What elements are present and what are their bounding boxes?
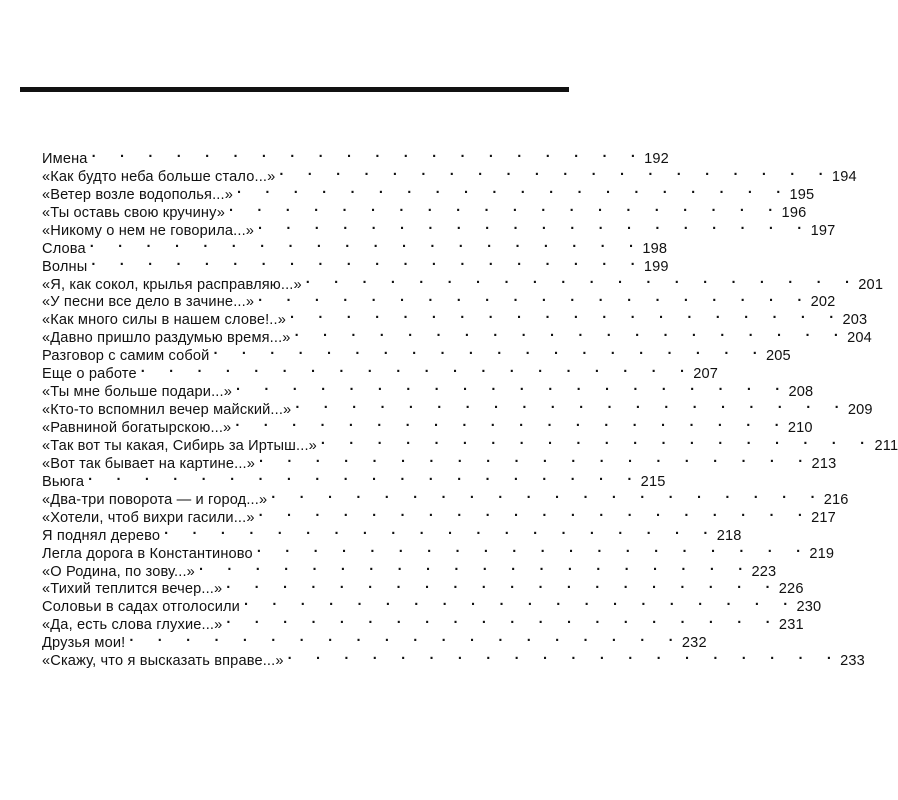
toc-entry-page-number: 202: [810, 294, 836, 311]
toc-entry-title: «Никому о нем не говорила...»: [42, 222, 255, 239]
toc-entry-page-number: 205: [765, 348, 791, 365]
toc-entry-title: Вьюга: [42, 473, 85, 490]
dot-leader: [91, 253, 634, 271]
toc-entry-title: «Хотели, чтоб вихри гасили...»: [42, 509, 255, 526]
toc-entry-title: «Ветер возле водополья...»: [42, 186, 233, 203]
dot-leader: [306, 271, 849, 289]
dot-leader: [199, 558, 742, 576]
toc-entry-title: «Вот так бывает на картине...»: [42, 455, 256, 472]
dot-leader: [226, 576, 769, 594]
toc-entry-page-number: 207: [693, 366, 719, 383]
toc-entry-title: «У песни все дело в зачине...»: [42, 294, 255, 311]
toc-entry-page-number: 230: [796, 599, 822, 616]
dot-leader: [295, 324, 838, 342]
dot-leader: [237, 181, 780, 199]
dot-leader: [236, 378, 779, 396]
toc-entry-title: «Я, как сокол, крылья расправляю...»: [42, 276, 302, 293]
toc-entry-title: Еще о работе: [42, 366, 137, 383]
dot-leader: [92, 145, 635, 163]
dot-leader: [226, 611, 769, 629]
toc-entry-page-number: 233: [840, 653, 865, 670]
toc-entry: [42, 271, 884, 293]
toc-entry-page-number: 223: [751, 563, 777, 580]
dot-leader: [257, 540, 800, 558]
dot-leader: [259, 450, 802, 468]
toc-entry-page-number: 231: [778, 617, 804, 634]
toc-entry-page-number: 201: [858, 276, 884, 293]
toc-entry-page-number: 219: [809, 545, 835, 562]
toc-entry-title: Соловьи в садах отголосили: [42, 599, 240, 616]
toc-entry-title: «Ты оставь свою кручину»: [42, 204, 226, 221]
toc-entry-title: Друзья мои!: [42, 635, 126, 652]
toc-entry-title: «Как будто неба больше стало...»: [42, 168, 276, 185]
toc-entry-page-number: 210: [787, 420, 813, 437]
toc-entry-page-number: 198: [642, 240, 668, 257]
toc-entry-page-number: 197: [810, 222, 836, 239]
toc-entry-title: Разговор с самим собой: [42, 348, 210, 365]
toc-entry: [42, 163, 857, 185]
toc-entry-title: «Так вот ты какая, Сибирь за Иртыш...»: [42, 437, 317, 454]
toc-entry-title: Волны: [42, 258, 88, 275]
toc-entry-page-number: 232: [681, 635, 707, 652]
toc-entry-page-number: 218: [716, 527, 742, 544]
toc-entry-page-number: 208: [788, 384, 814, 401]
dot-leader: [288, 647, 831, 665]
toc-entry-title: «Скажу, что я высказать вправе...»: [42, 653, 284, 670]
toc-entry-page-number: 211: [874, 437, 898, 454]
toc-entry: [42, 235, 668, 257]
toc-entry-page-number: 192: [644, 150, 669, 167]
toc-entry: [42, 253, 669, 275]
toc-entry: [42, 486, 849, 508]
toc-entry-page-number: 204: [847, 330, 872, 347]
toc-entry-title: Имена: [42, 150, 88, 167]
toc-entry-page-number: 203: [842, 312, 868, 329]
toc-entry-title: «Ты мне больше подари...»: [42, 384, 232, 401]
dot-leader: [88, 468, 631, 486]
toc-entry-page-number: 209: [847, 402, 873, 419]
toc-entry-page-number: 226: [778, 581, 804, 598]
dot-leader: [229, 199, 772, 217]
dot-leader: [295, 396, 838, 414]
toc-entry-title: Легла дорога в Константиново: [42, 545, 253, 562]
toc-entry-title: «Кто-то вспомнил вечер майский...»: [42, 402, 292, 419]
dot-leader: [141, 360, 684, 378]
dot-leader: [259, 504, 802, 522]
toc-entry-page-number: 215: [640, 473, 666, 490]
dot-leader: [213, 342, 756, 360]
toc-entry-page-number: 213: [811, 455, 837, 472]
top-rule: [20, 87, 569, 92]
toc-entry-title: «Два-три поворота — и город...»: [42, 491, 268, 508]
dot-leader: [290, 306, 833, 324]
toc-entry: [42, 145, 669, 167]
dot-leader: [90, 235, 633, 253]
toc-entry-title: «Тихий теплится вечер...»: [42, 581, 223, 598]
dot-leader: [258, 289, 801, 307]
dot-leader: [129, 629, 672, 647]
toc-entry-page-number: 199: [643, 258, 669, 275]
dot-leader: [279, 163, 822, 181]
toc-entry-page-number: 217: [811, 509, 836, 526]
dot-leader: [244, 593, 787, 611]
toc-entry-page-number: 216: [823, 491, 849, 508]
toc-entry: [42, 468, 666, 490]
dot-leader: [235, 414, 778, 432]
toc-entry-page-number: 195: [789, 186, 815, 203]
toc-entry-title: Я поднял дерево: [42, 527, 161, 544]
table-of-contents: [42, 145, 898, 670]
toc-entry-title: «О Родина, по зову...»: [42, 563, 195, 580]
toc-entry-title: «Равниной богатырскою...»: [42, 420, 232, 437]
toc-entry-title: «Давно пришло раздумью время...»: [42, 330, 291, 347]
dot-leader: [271, 486, 814, 504]
toc-entry-title: Слова: [42, 240, 86, 257]
toc-entry-page-number: 194: [831, 168, 857, 185]
dot-leader: [321, 432, 864, 450]
toc-entry-page-number: 196: [781, 204, 807, 221]
toc-entry-title: «Как много силы в нашем слове!..»: [42, 312, 286, 329]
toc-entry-title: «Да, есть слова глухие...»: [42, 617, 223, 634]
dot-leader: [258, 217, 801, 235]
dot-leader: [164, 522, 707, 540]
